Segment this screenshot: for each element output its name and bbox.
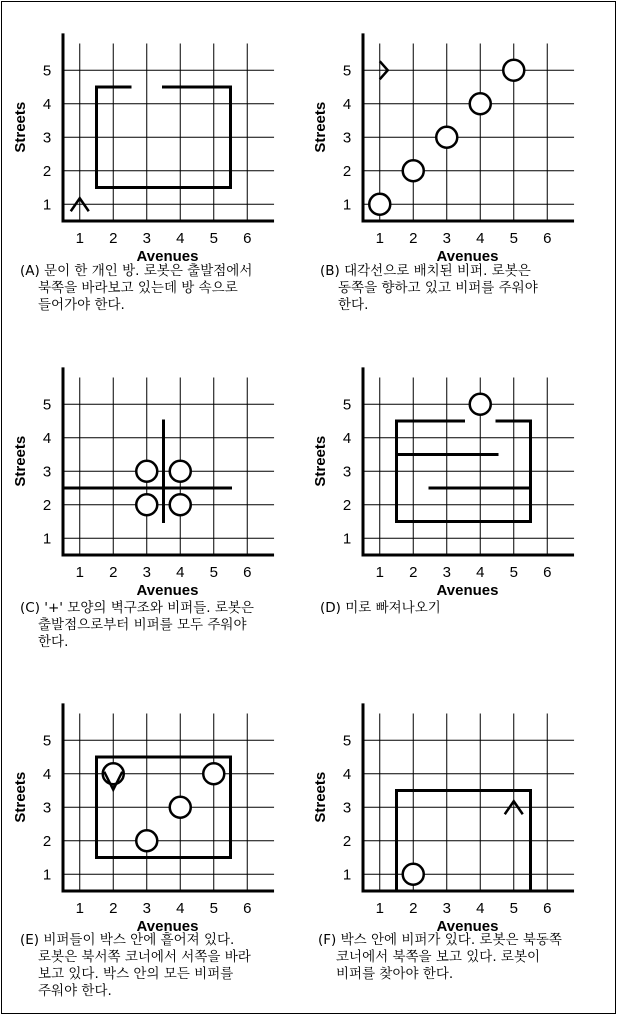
y-tick-label: 5 bbox=[42, 62, 52, 80]
y-tick-label: 1 bbox=[42, 530, 52, 548]
x-axis-title: Avenues bbox=[136, 918, 199, 935]
y-tick-label: 4 bbox=[42, 429, 52, 447]
beeper bbox=[203, 763, 224, 784]
caption-e-line: 주워야 한다. bbox=[38, 983, 112, 999]
x-tick-label: 5 bbox=[209, 230, 218, 247]
x-tick-label: 1 bbox=[375, 900, 384, 917]
x-axis-title: Avenues bbox=[136, 248, 199, 265]
panel-f bbox=[312, 703, 574, 935]
y-tick-label: 4 bbox=[42, 765, 52, 783]
beeper bbox=[436, 127, 457, 148]
y-tick-label: 4 bbox=[342, 765, 352, 783]
x-tick-label: 4 bbox=[176, 564, 185, 581]
caption-e-line: (E) 비퍼들이 박스 안에 흩어져 있다. bbox=[20, 932, 235, 948]
caption-f-line: 코너에서 북쪽을 보고 있다. 로봇이 bbox=[336, 949, 541, 965]
y-tick-label: 4 bbox=[342, 429, 352, 447]
x-tick-label: 1 bbox=[75, 564, 84, 581]
x-tick-label: 2 bbox=[409, 900, 418, 917]
x-tick-label: 6 bbox=[243, 900, 252, 917]
x-tick-label: 4 bbox=[476, 564, 485, 581]
x-tick-label: 4 bbox=[176, 230, 185, 247]
y-tick-label: 3 bbox=[342, 463, 352, 481]
x-tick-label: 5 bbox=[509, 230, 518, 247]
caption-b bbox=[320, 263, 610, 314]
y-tick-label: 3 bbox=[342, 799, 352, 817]
y-tick-label: 5 bbox=[342, 732, 352, 750]
y-tick-label: 2 bbox=[342, 496, 352, 514]
x-tick-label: 3 bbox=[442, 900, 451, 917]
x-tick-label: 2 bbox=[109, 900, 118, 917]
caption-c-line: (C) '+' 모양의 벽구조와 비퍼들. 로봇은 bbox=[20, 600, 254, 616]
beeper bbox=[369, 194, 390, 215]
beeper bbox=[403, 160, 424, 181]
x-tick-label: 1 bbox=[75, 900, 84, 917]
x-tick-label: 2 bbox=[109, 230, 118, 247]
caption-b-line: 한다. bbox=[338, 297, 369, 313]
x-axis-title: Avenues bbox=[436, 918, 499, 935]
x-tick-label: 3 bbox=[442, 564, 451, 581]
y-tick-label: 1 bbox=[342, 866, 352, 884]
x-tick-label: 6 bbox=[543, 230, 552, 247]
y-axis-title: Streets bbox=[12, 435, 29, 487]
x-tick-label: 2 bbox=[409, 230, 418, 247]
x-tick-label: 4 bbox=[476, 900, 485, 917]
x-axis-title: Avenues bbox=[436, 248, 499, 265]
y-tick-label: 5 bbox=[42, 732, 52, 750]
caption-a-line: 북쪽을 바라보고 있는데 방 속으로 bbox=[38, 280, 238, 296]
beeper bbox=[470, 394, 491, 415]
y-tick-label: 3 bbox=[42, 129, 52, 147]
caption-e-line: 로봇은 북서쪽 코너에서 서쪽을 바라 bbox=[38, 949, 251, 965]
caption-e-line: 보고 있다. 박스 안의 모든 비퍼를 bbox=[38, 966, 234, 982]
caption-d bbox=[320, 600, 610, 617]
caption-a-line: 들어가야 한다. bbox=[38, 297, 125, 313]
y-tick-label: 2 bbox=[342, 162, 352, 180]
y-axis-title: Streets bbox=[312, 435, 329, 487]
x-tick-label: 3 bbox=[142, 230, 151, 247]
x-tick-label: 5 bbox=[509, 900, 518, 917]
panel-c bbox=[12, 367, 274, 599]
y-tick-label: 5 bbox=[342, 396, 352, 414]
x-tick-label: 6 bbox=[543, 900, 552, 917]
x-tick-label: 6 bbox=[543, 564, 552, 581]
x-tick-label: 5 bbox=[209, 564, 218, 581]
beeper bbox=[503, 60, 524, 81]
y-tick-label: 3 bbox=[342, 129, 352, 147]
x-tick-label: 4 bbox=[476, 230, 485, 247]
y-axis-title: Streets bbox=[12, 771, 29, 823]
beeper bbox=[170, 797, 191, 818]
x-tick-label: 5 bbox=[209, 900, 218, 917]
caption-f-line: 비퍼를 찾아야 한다. bbox=[336, 966, 454, 982]
beeper bbox=[136, 461, 157, 482]
x-tick-label: 1 bbox=[75, 230, 84, 247]
caption-c bbox=[20, 600, 310, 651]
y-tick-label: 2 bbox=[42, 496, 52, 514]
beeper bbox=[170, 494, 191, 515]
x-tick-label: 3 bbox=[142, 564, 151, 581]
x-tick-label: 1 bbox=[375, 230, 384, 247]
x-tick-label: 5 bbox=[509, 564, 518, 581]
x-tick-label: 6 bbox=[243, 230, 252, 247]
x-tick-label: 3 bbox=[142, 900, 151, 917]
y-tick-label: 5 bbox=[42, 396, 52, 414]
caption-b-line: (B) 대각선으로 배치된 비퍼. 로봇은 bbox=[320, 263, 531, 279]
caption-a-line: (A) 문이 한 개인 방. 로봇은 출발점에서 bbox=[20, 263, 253, 279]
y-tick-label: 3 bbox=[42, 799, 52, 817]
y-tick-label: 2 bbox=[42, 832, 52, 850]
y-axis-title: Streets bbox=[312, 771, 329, 823]
y-axis-title: Streets bbox=[312, 101, 329, 153]
caption-f bbox=[318, 932, 608, 983]
caption-a bbox=[20, 263, 310, 314]
caption-b-line: 동쪽을 향하고 있고 비퍼를 주워야 bbox=[338, 280, 538, 296]
panel-b bbox=[312, 33, 574, 265]
beeper bbox=[136, 830, 157, 851]
beeper bbox=[403, 864, 424, 885]
y-tick-label: 3 bbox=[42, 463, 52, 481]
x-tick-label: 3 bbox=[442, 230, 451, 247]
x-tick-label: 6 bbox=[243, 564, 252, 581]
caption-c-line: 한다. bbox=[38, 634, 69, 650]
y-tick-label: 4 bbox=[42, 95, 52, 113]
y-tick-label: 4 bbox=[342, 95, 352, 113]
x-tick-label: 4 bbox=[176, 900, 185, 917]
x-tick-label: 1 bbox=[375, 564, 384, 581]
x-tick-label: 2 bbox=[109, 564, 118, 581]
beeper bbox=[170, 461, 191, 482]
y-axis-title: Streets bbox=[12, 101, 29, 153]
y-tick-label: 2 bbox=[342, 832, 352, 850]
y-tick-label: 1 bbox=[42, 196, 52, 214]
panel-a bbox=[12, 33, 274, 265]
x-tick-label: 2 bbox=[409, 564, 418, 581]
caption-e bbox=[20, 932, 310, 1000]
y-tick-label: 1 bbox=[342, 196, 352, 214]
y-tick-label: 1 bbox=[42, 866, 52, 884]
panel-e bbox=[12, 703, 274, 935]
y-tick-label: 2 bbox=[42, 162, 52, 180]
caption-f-line: (F) 박스 안에 비퍼가 있다. 로봇은 북동쪽 bbox=[318, 932, 562, 948]
x-axis-title: Avenues bbox=[436, 582, 499, 599]
beeper bbox=[136, 494, 157, 515]
panel-d bbox=[312, 367, 574, 599]
beeper bbox=[470, 93, 491, 114]
y-tick-label: 5 bbox=[342, 62, 352, 80]
caption-d-line: (D) 미로 빠져나오기 bbox=[320, 600, 441, 616]
caption-c-line: 출발점으로부터 비퍼를 모두 주워야 bbox=[38, 617, 247, 633]
y-tick-label: 1 bbox=[342, 530, 352, 548]
x-axis-title: Avenues bbox=[136, 582, 199, 599]
